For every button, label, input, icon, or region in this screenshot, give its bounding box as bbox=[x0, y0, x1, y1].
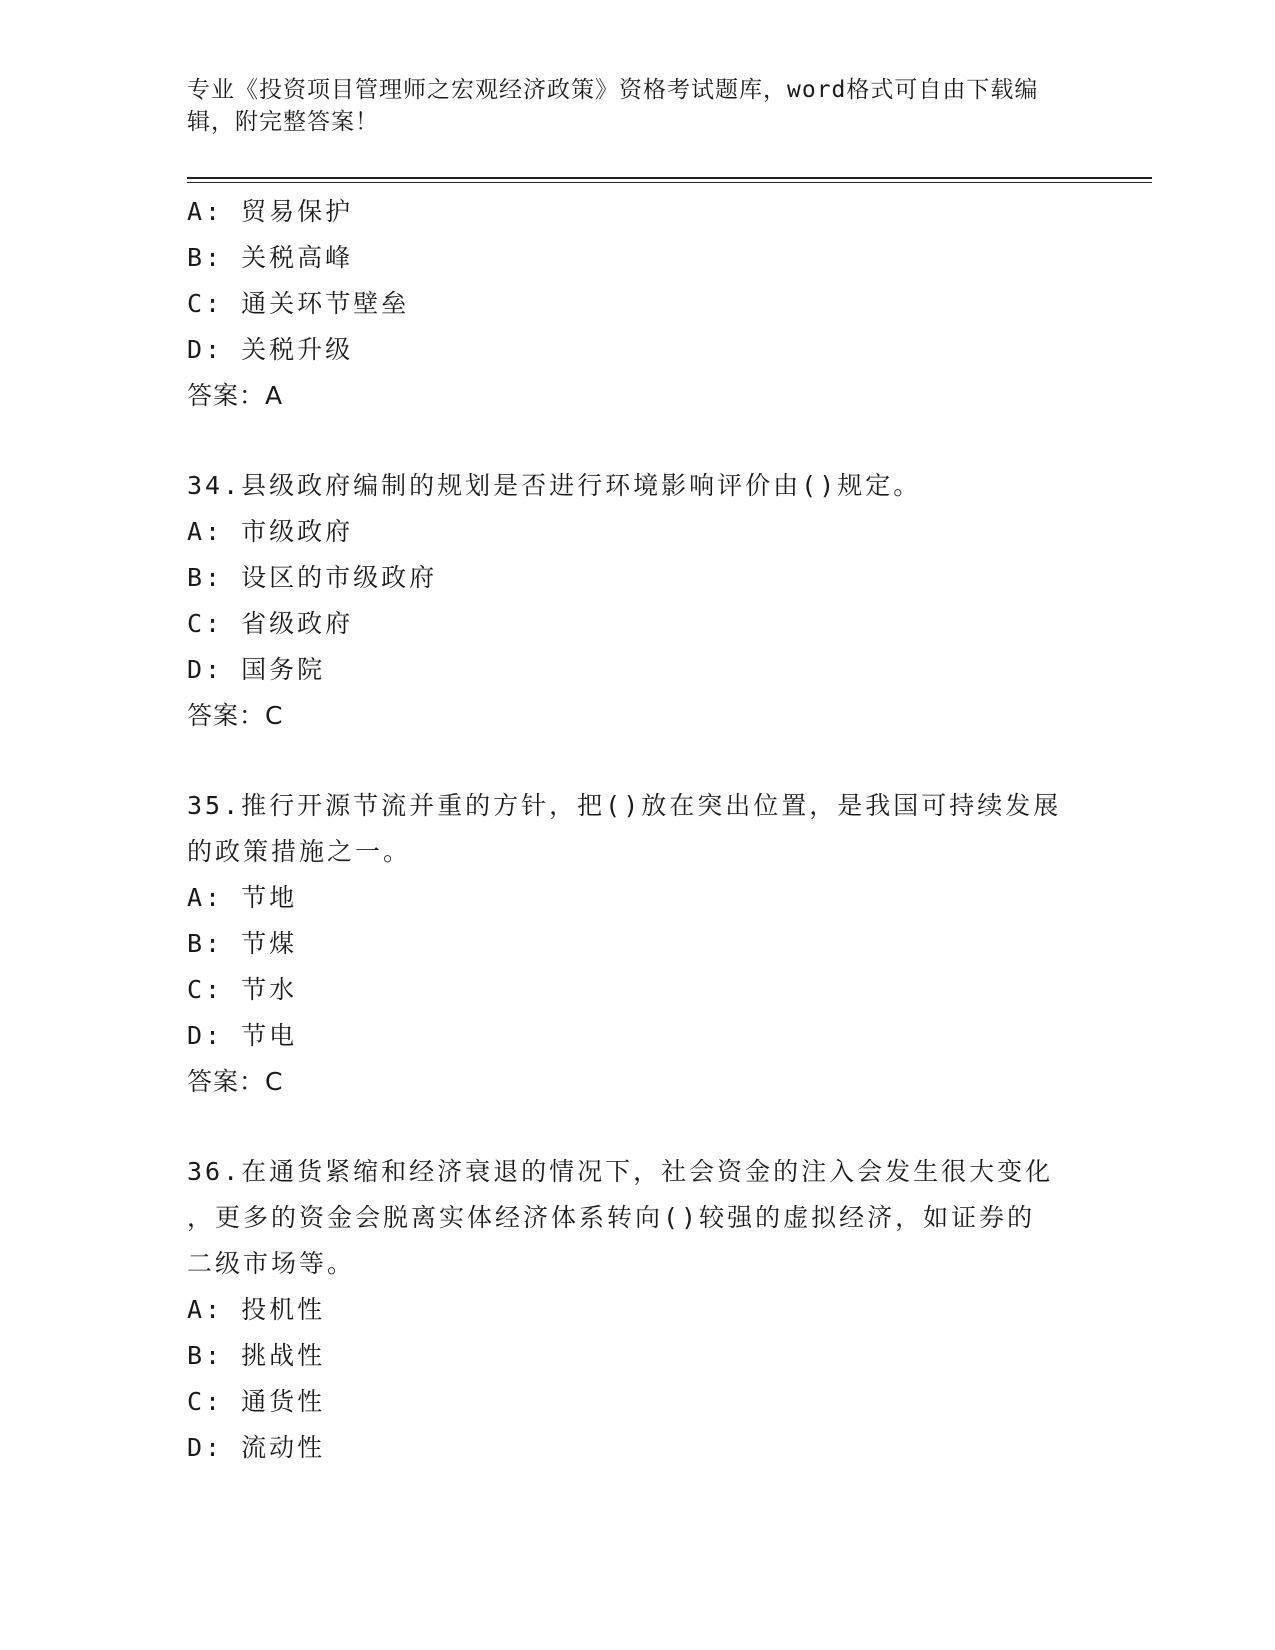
question-stem-line-1: 36.在通货紧缩和经济衰退的情况下，社会资金的注入会发生很大变化 bbox=[187, 1157, 1054, 1186]
answer: 答案：A bbox=[187, 381, 284, 410]
option-d: D: 节电 bbox=[187, 1021, 298, 1050]
header-divider-thin bbox=[187, 182, 1152, 183]
header-line-2: 辑，附完整答案！ bbox=[187, 109, 379, 135]
option-b: B: 关税高峰 bbox=[187, 243, 354, 272]
option-d: D: 国务院 bbox=[187, 655, 326, 684]
option-c: C: 节水 bbox=[187, 975, 298, 1004]
question-34 bbox=[187, 463, 1087, 739]
option-d: D: 流动性 bbox=[187, 1433, 326, 1462]
option-b: B: 节煤 bbox=[187, 929, 298, 958]
question-list bbox=[187, 189, 1087, 1471]
option-a: A: 节地 bbox=[187, 883, 298, 912]
answer: 答案：C bbox=[187, 1067, 284, 1096]
question-stem-line-3: 二级市场等。 bbox=[187, 1249, 356, 1278]
option-c: C: 通关环节壁垒 bbox=[187, 289, 410, 318]
question-36 bbox=[187, 1149, 1087, 1471]
option-c: C: 省级政府 bbox=[187, 609, 354, 638]
question-35 bbox=[187, 783, 1087, 1105]
question-33-continued bbox=[187, 189, 1087, 419]
header-divider-thick bbox=[187, 177, 1152, 179]
document-header bbox=[187, 74, 1067, 138]
option-b: B: 挑战性 bbox=[187, 1341, 326, 1370]
option-a: A: 市级政府 bbox=[187, 517, 354, 546]
question-stem: 34.县级政府编制的规划是否进行环境影响评价由()规定。 bbox=[187, 471, 922, 500]
option-d: D: 关税升级 bbox=[187, 335, 354, 364]
option-a: A: 贸易保护 bbox=[187, 197, 354, 226]
option-c: C: 通货性 bbox=[187, 1387, 326, 1416]
header-line-1: 专业《投资项目管理师之宏观经济政策》资格考试题库，word格式可自由下载编 bbox=[187, 77, 1039, 103]
question-stem-line-1: 35.推行开源节流并重的方针，把()放在突出位置，是我国可持续发展 bbox=[187, 791, 1062, 820]
question-stem-line-2: 的政策措施之一。 bbox=[187, 837, 412, 866]
option-b: B: 设区的市级政府 bbox=[187, 563, 438, 592]
answer: 答案：C bbox=[187, 701, 284, 730]
question-stem-line-2: ，更多的资金会脱离实体经济体系转向()较强的虚拟经济，如证券的 bbox=[187, 1203, 1036, 1232]
option-a: A: 投机性 bbox=[187, 1295, 326, 1324]
